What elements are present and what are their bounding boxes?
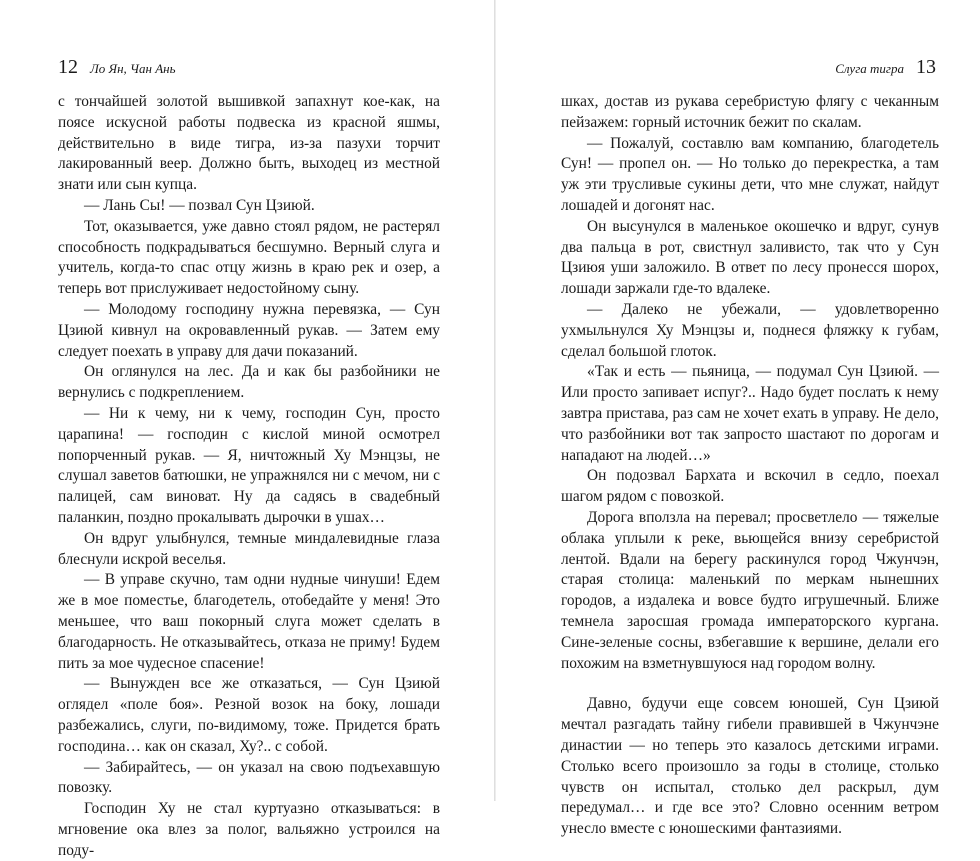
paragraph: — Молодому господину нужна перевязка, — Сун Цзиюй кивнул на окровавленный рукав. — Затем ему следует поехать в управу для дачи показаний. bbox=[58, 300, 440, 360]
page-number: 13 bbox=[916, 56, 936, 78]
paragraph: Давно, будучи еще совсем юношей, Сун Цзиюй мечтал разгадать тайну гибели правившей в Чжунчэне династии — но теперь это казалось детскими играми. Столько всего произошло за годы в столице, столько чувств он испытал, столько дел раскрыл, дум передумал… и где все это? Словно осенним ветром унесло вместе с юношескими фантазиями. bbox=[561, 695, 939, 838]
paragraph: шках, достав из рукава серебристую флягу с чеканным пейзажем: горный источник бежит по скалам. bbox=[561, 93, 939, 131]
paragraph: — Ни к чему, ни к чему, господин Сун, просто царапина! — господин с кислой миной осмотрел попорченный рукав. — Я, ничтожный Ху Мэнцзы, не слушал заветов батюшки, не упражнялся ни с мечом, ни с палицей, сам виноват. Ну да садясь в свадебный паланкин, поздно прокалывать дырочки в ушах… bbox=[58, 404, 440, 526]
paragraph: Дорога вползла на перевал; просветлело — тяжелые облака уплыли к реке, вьющейся внизу серебристой лентой. Вдали на берегу раскинулся город Чжунчэн, старая столица: маленький по меркам нынешних городов, а издалека и вовсе будто игрушечный. Ближе темнела заросшая громада императорского кургана. Сине-зеленые сосны, взбегавшие к вершине, делали его похожим на взметнувшуюся над городом волну. bbox=[561, 508, 939, 672]
paragraph: Тот, оказывается, уже давно стоял рядом, не растерял способность подкрадываться бесшумно. Верный слуга и учитель, когда-то спас отцу жизнь в краю рек и озер, а теперь вот прислуживает недостойному сыну. bbox=[58, 217, 440, 298]
left-page-header bbox=[58, 56, 176, 79]
paragraph: — Далеко не убежали, — удовлетворенно ухмыльнулся Ху Мэнцзы и, поднеся фляжку к губам, сделал большой глоток. bbox=[561, 300, 939, 360]
right-page bbox=[495, 0, 980, 838]
left-page-text bbox=[58, 92, 440, 861]
running-head-title: Слуга тигра bbox=[835, 61, 904, 76]
paragraph: Он вдруг улыбнулся, темные миндалевидные глаза блеснули искрой веселья. bbox=[58, 529, 440, 568]
running-head-authors: Ло Ян, Чан Ань bbox=[90, 61, 176, 76]
paragraph: — Вынужден все же отказаться, — Сун Цзиюй оглядел «поле боя». Резной возок на боку, лошади разбежались, слуги, по-видимому, тоже. Придется брать господина… как он сказал, Ху?.. с собой. bbox=[58, 675, 440, 755]
right-page-text bbox=[561, 92, 939, 840]
page-number: 12 bbox=[58, 56, 78, 78]
paragraph: Он высунулся в маленькое окошечко и вдруг, сунув два пальца в рот, свистнул заливисто, так что у Сун Цзиюя уши заложило. В ответ по лесу пронесся шорох, лошади заржали где-то вдалеке. bbox=[561, 217, 939, 298]
paragraph: Он оглянулся на лес. Да и как бы разбойники не вернулись с подкреплением. bbox=[58, 363, 440, 402]
paragraph: Господин Ху не стал куртуазно отказываться: в мгновение ока влез за полог, вальяжно устроился на поду- bbox=[58, 800, 440, 859]
paragraph: с тончайшей золотой вышивкой запахнут кое-как, на поясе искусной работы подвеска из красной яшмы, действительно в виде тигра, из-за пазухи торчит лакированный веер. Должно быть, выходец из местной знати или сын купца. bbox=[58, 93, 440, 194]
paragraph: «Так и есть — пьяница, — подумал Сун Цзиюй. — Или просто запивает испуг?.. Надо будет послать к нему завтра пристава, раз сам не хочет ехать в управу. Не дело, что разбойники вот так запросто шастают по дорогам и нападают на людей…» bbox=[561, 363, 939, 464]
paragraph: — Забирайтесь, — он указал на свою подъехавшую повозку. bbox=[58, 758, 440, 797]
paragraph: Он подозвал Бархата и вскочил в седло, поехал шагом рядом с повозкой. bbox=[561, 467, 939, 506]
right-page-header bbox=[835, 56, 936, 79]
paragraph: — Лань Сы! — позвал Сун Цзиюй. bbox=[84, 196, 315, 214]
paragraph: — Пожалуй, составлю вам компанию, благодетель Сун! — пропел он. — Но только до перекрестка, а там уж эти трусливые сукины дети, что мне служат, найдут лошадей и догонят нас. bbox=[561, 134, 939, 214]
paragraph: — В управе скучно, там одни нудные чинуши! Едем же в мое поместье, благодетель, отобедайте у меня! Это меньшее, что ваш покорный слуга может сделать в благодарность. Не отказывайтесь, отказа не приму! Будем пить за мое чудесное спасение! bbox=[58, 571, 440, 672]
